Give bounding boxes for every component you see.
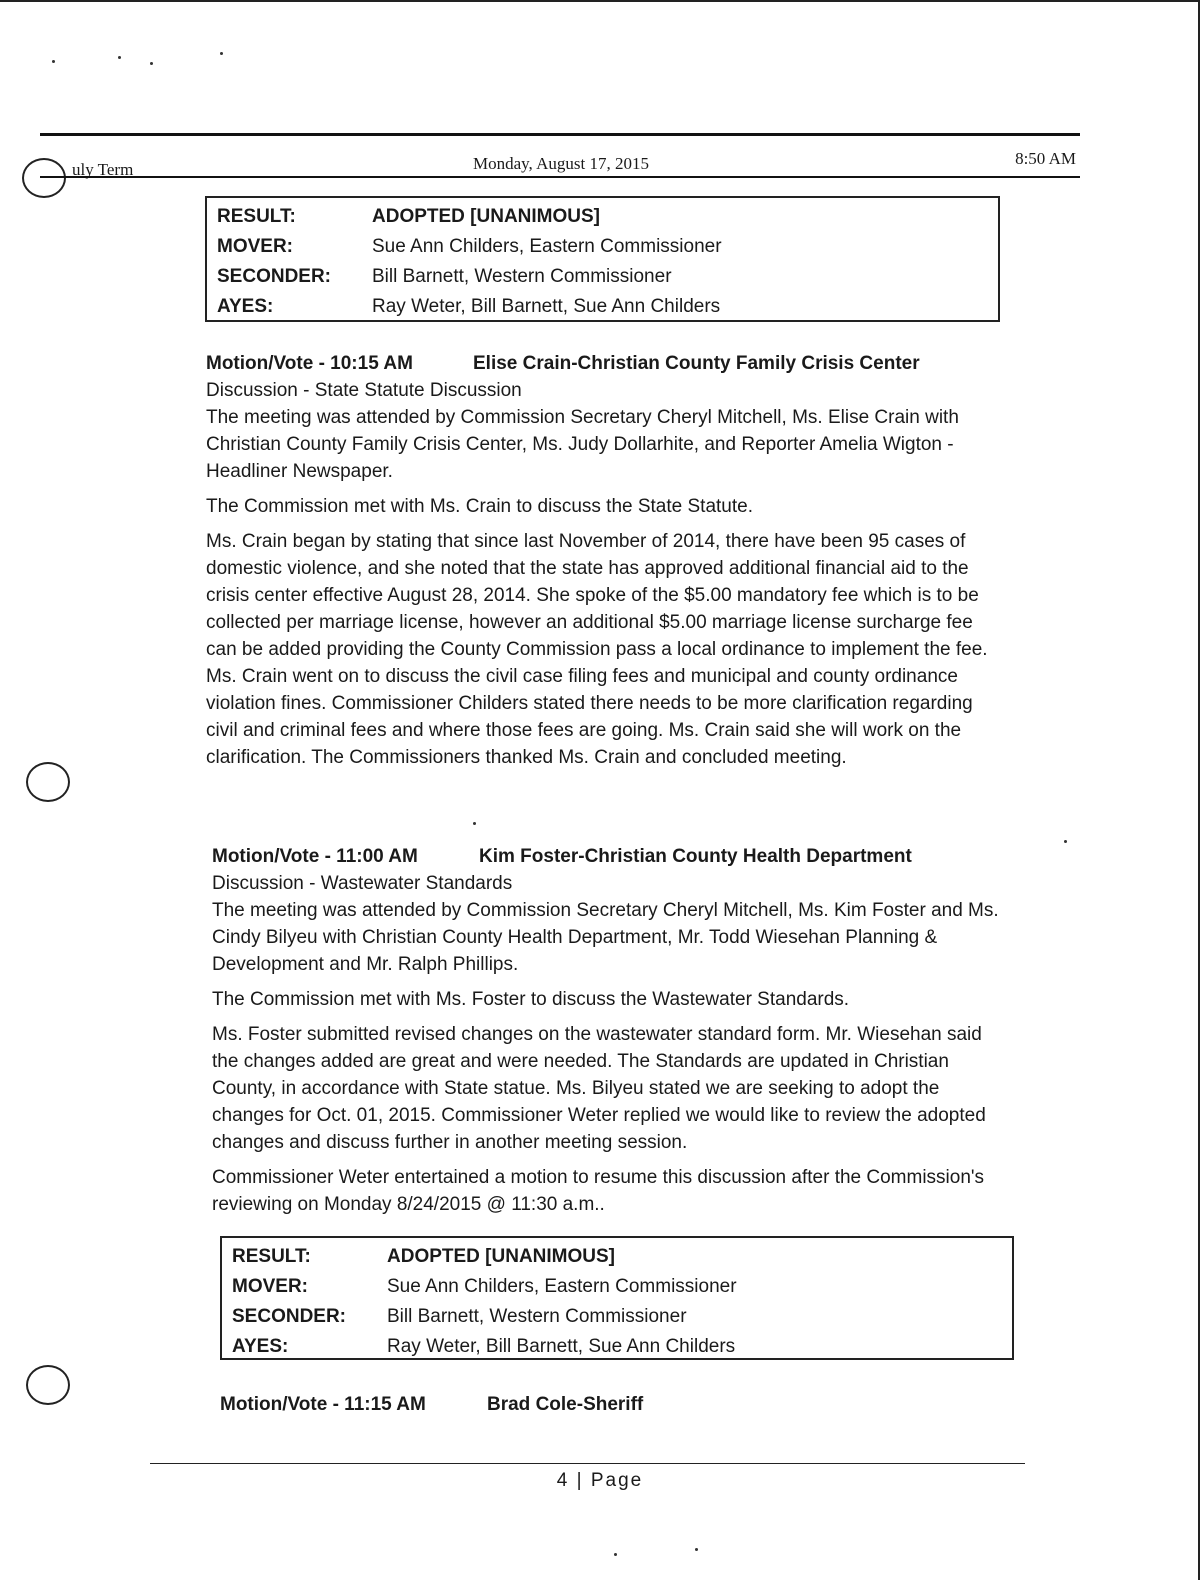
attendance-paragraph: The meeting was attended by Commission Secretary Cheryl Mitchell, Ms. Kim Foster and Ms. Cindy Bilyeu with Christian County Health Department, Mr. Todd Wiesehan Planning & Development and Mr. Ralph Phillips.: [212, 900, 999, 975]
discussion-topic: Discussion - State Statute Discussion: [206, 380, 522, 401]
page-header: [40, 133, 1080, 178]
meeting-summary: The Commission met with Ms. Foster to discuss the Wastewater Standards.: [212, 989, 850, 1010]
seconder-value: Bill Barnett, Western Commissioner: [387, 1306, 687, 1327]
seconder-row: [232, 1302, 1002, 1332]
motion-heading: [212, 843, 1012, 870]
discussion-paragraph: Ms. Crain began by stating that since last November of 2014, there have been 95 cases of domestic violence, and she noted that the state has approved additional financial aid to the crisis center effective August 28, 2014. She spoke of the $5.00 mandatory fee which is to be collected per marriage license, however an additional $5.00 marriage license surcharge fee can be added providing the County Commission pass a local ordinance to implement the fee. Ms. Crain went on to discuss the civil case filing fees and municipal and county ordinance violation fines. Commissioner Childers stated there needs to be more clarification regarding civil and criminal fees and where those fees are going. Ms. Crain said she will work on the clarification. The Commissioners thanked Ms. Crain and concluded meeting.: [206, 531, 988, 768]
scan-speck: [118, 56, 121, 59]
motion-title: Kim Foster-Christian County Health Department: [479, 846, 912, 867]
motion-time: Motion/Vote - 11:15 AM: [220, 1394, 426, 1415]
punch-hole-icon: [26, 1365, 70, 1405]
ayes-label: AYES:: [232, 1336, 289, 1357]
result-value: ADOPTED [UNANIMOUS]: [372, 206, 600, 227]
footer-rule: [150, 1463, 1025, 1464]
scan-speck: [150, 62, 153, 65]
mover-value: Sue Ann Childers, Eastern Commissioner: [372, 236, 722, 257]
scan-speck: [52, 60, 55, 63]
agenda-section-crisis-center: [206, 350, 996, 779]
motion-paragraph: Commissioner Weter entertained a motion to resume this discussion after the Commission's reviewing on Monday 8/24/2015 @ 11:30 a.m..: [212, 1167, 985, 1215]
header-date: Monday, August 17, 2015: [473, 154, 649, 173]
agenda-section-health-department: [212, 843, 1012, 1226]
result-label: RESULT:: [232, 1246, 311, 1267]
mover-label: MOVER:: [232, 1276, 308, 1297]
scan-speck: [695, 1548, 698, 1551]
motion-time: Motion/Vote - 10:15 AM: [206, 353, 413, 374]
agenda-section-sheriff: [220, 1391, 1010, 1418]
seconder-label: SECONDER:: [217, 266, 332, 287]
result-row: [232, 1242, 1002, 1272]
page-number: 4 | Page: [556, 1470, 644, 1491]
motion-title: Elise Crain-Christian County Family Crisis Center: [473, 353, 920, 374]
scan-speck: [473, 822, 476, 825]
vote-result-table: [220, 1236, 1014, 1360]
result-label: RESULT:: [217, 206, 296, 227]
attendance-paragraph: The meeting was attended by Commission Secretary Cheryl Mitchell, Ms. Elise Crain with Christian County Family Crisis Center, Ms. Judy Dollarhite, and Reporter Amelia Wigton - Headliner Newspaper.: [206, 407, 959, 482]
scan-speck: [614, 1553, 617, 1556]
term-label: uly Term: [72, 160, 134, 179]
scan-speck: [1064, 840, 1067, 843]
ayes-row: [217, 292, 988, 322]
discussion-paragraph: Ms. Foster submitted revised changes on the wastewater standard form. Mr. Wiesehan said the changes added are great and were needed. The Standards are updated in Christian County, in accordance with State statue. Ms. Bilyeu stated we are seeking to adopt the changes for Oct. 01, 2015. Commissioner Weter replied we would like to review the adopted changes and discuss further in another meeting session.: [212, 1024, 986, 1153]
seconder-value: Bill Barnett, Western Commissioner: [372, 266, 672, 287]
mover-value: Sue Ann Childers, Eastern Commissioner: [387, 1276, 737, 1297]
mover-label: MOVER:: [217, 236, 293, 257]
mover-row: [232, 1272, 1002, 1302]
scan-speck: [220, 52, 223, 55]
mover-row: [217, 232, 988, 262]
punch-hole-icon: [26, 762, 70, 802]
result-row: [217, 202, 988, 232]
header-time: 8:50 AM: [1015, 149, 1076, 168]
ayes-row: [232, 1332, 1002, 1362]
seconder-row: [217, 262, 988, 292]
ayes-value: Ray Weter, Bill Barnett, Sue Ann Childers: [372, 296, 721, 317]
motion-title: Brad Cole-Sheriff: [487, 1394, 644, 1415]
ayes-label: AYES:: [217, 296, 274, 317]
ayes-value: Ray Weter, Bill Barnett, Sue Ann Childers: [387, 1336, 736, 1357]
motion-time: Motion/Vote - 11:00 AM: [212, 846, 418, 867]
discussion-topic: Discussion - Wastewater Standards: [212, 873, 513, 894]
motion-heading: [220, 1391, 1010, 1418]
seconder-label: SECONDER:: [232, 1306, 347, 1327]
motion-heading: [206, 350, 996, 377]
meeting-summary: The Commission met with Ms. Crain to discuss the State Statute.: [206, 496, 753, 517]
vote-result-table: [205, 196, 1000, 322]
result-value: ADOPTED [UNANIMOUS]: [387, 1246, 615, 1267]
